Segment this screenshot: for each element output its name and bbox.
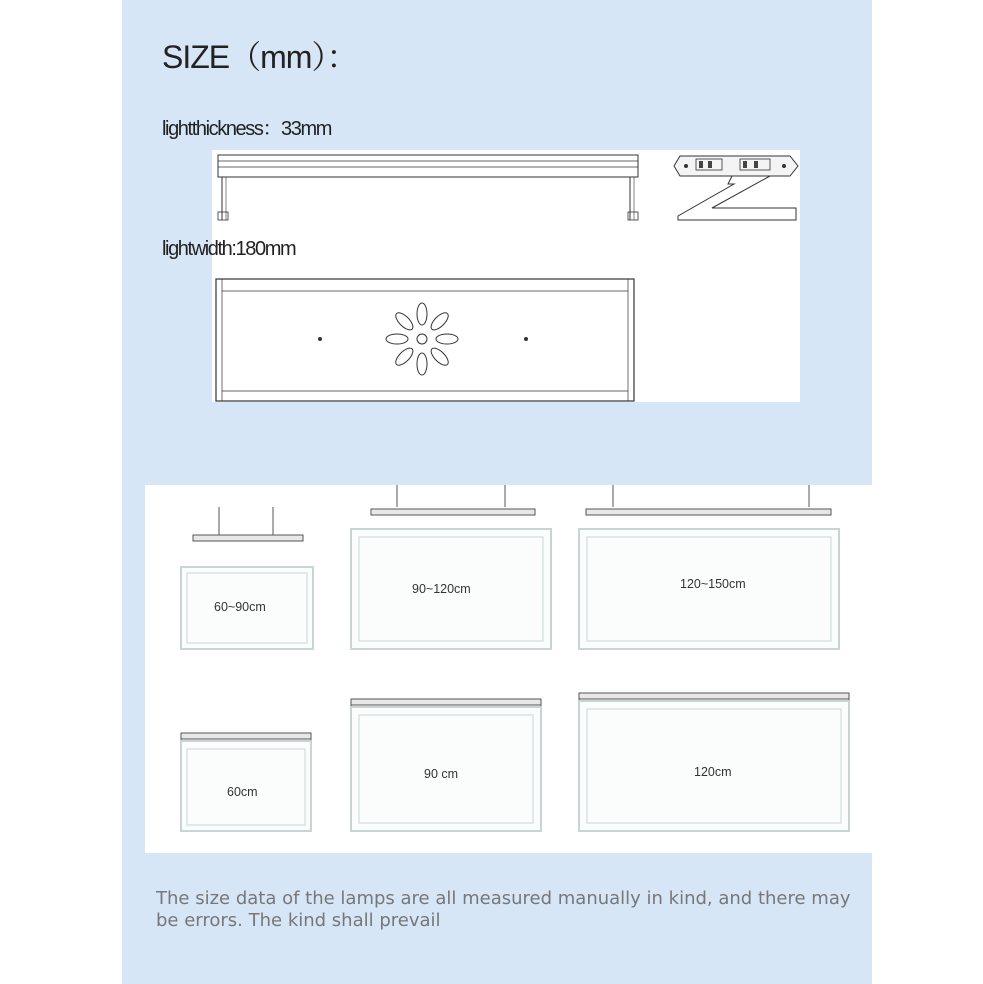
light-side-view-drawing	[212, 150, 642, 230]
mounted-tank-drawings	[145, 685, 872, 845]
hanging-light-60-90	[193, 507, 303, 541]
tank-size-label: 90~120cm	[412, 582, 471, 596]
hanging-light-120-150	[586, 485, 831, 515]
hanging-tank-drawings	[145, 485, 872, 665]
size-heading: SIZE（mm）：	[162, 39, 358, 75]
tank-size-label: 60cm	[227, 785, 258, 799]
measurement-disclaimer: The size data of the lamps are all measured manually in kind, and there may be errors. The kind shall prevail	[156, 888, 851, 931]
thickness-label: lightthickness：33mm	[162, 118, 332, 140]
width-label: lightwidth:180mm	[162, 238, 296, 260]
tank-size-label: 60~90cm	[214, 600, 266, 614]
tank-size-label: 120~150cm	[680, 577, 746, 591]
light-top-view-drawing	[212, 275, 640, 403]
fan-icon	[386, 303, 458, 375]
tank-size-label: 90 cm	[424, 767, 459, 781]
hanging-light-90-120	[371, 485, 535, 515]
tank-size-label: 120cm	[694, 765, 732, 779]
light-end-view-drawing	[672, 150, 802, 230]
